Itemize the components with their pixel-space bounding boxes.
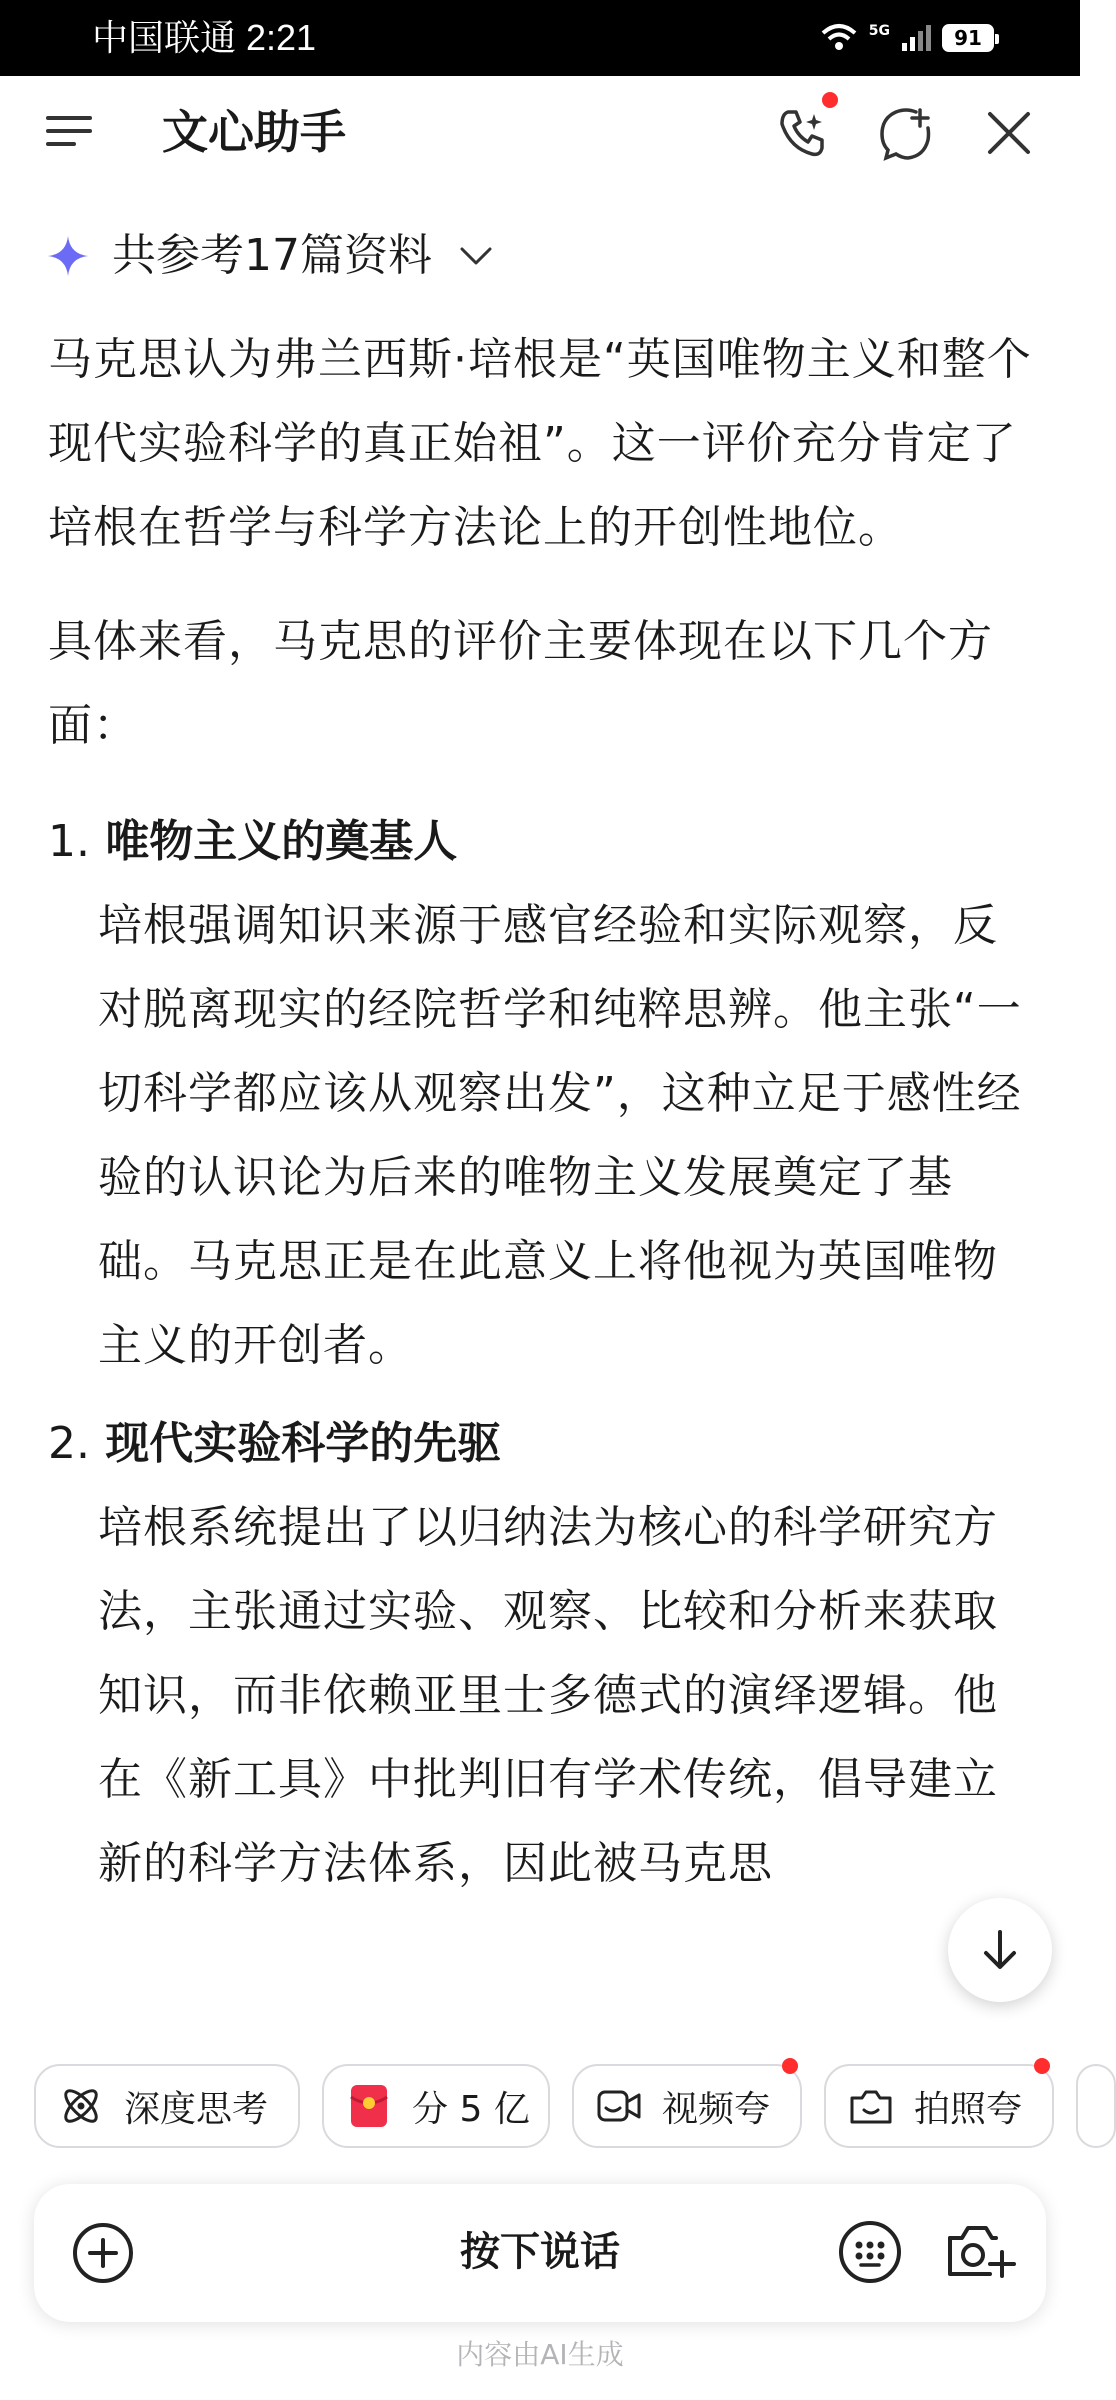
battery-level: 91 (954, 26, 982, 50)
arrow-down-icon (976, 1926, 1024, 1974)
menu-icon[interactable] (44, 106, 94, 156)
status-icons (819, 18, 994, 58)
chip-notification-dot (782, 2058, 798, 2074)
chip-label: 深度思考 (124, 2088, 269, 2130)
references-toggle[interactable] (48, 224, 1038, 288)
new-chat-icon[interactable] (876, 104, 934, 162)
chip-video-praise[interactable] (572, 2064, 802, 2148)
answer-content (48, 224, 1038, 1889)
keyboard-icon[interactable] (836, 2218, 904, 2286)
wifi-icon (819, 23, 859, 53)
video-icon (596, 2083, 642, 2129)
battery-icon (942, 24, 994, 52)
carrier-time: 中国联通 2:21 (92, 17, 317, 58)
status-bar (0, 0, 1080, 76)
answer-intro: 马克思认为弗兰西斯·培根是“英国唯物主义和整个现代实验科学的真正始祖”。这一评价充分肯定了培根在哲学与科学方法论上的开创性地位。 (48, 334, 1032, 553)
list-item-number: 2. (48, 1418, 90, 1469)
chip-label: 视频夸 (662, 2088, 771, 2130)
chip-label: 拍照夸 (914, 2088, 1023, 2130)
network-type: 5G (868, 23, 890, 39)
input-bar (34, 2184, 1046, 2322)
ai-disclaimer: 内容由AI生成 (456, 2338, 624, 2371)
sparkle-icon (48, 236, 88, 276)
phone-sparkle-icon (774, 104, 832, 162)
list-item (48, 1402, 1038, 1889)
chip-notification-dot (1034, 2058, 1050, 2074)
content-fade (0, 1985, 1080, 2030)
chip-more[interactable] (1076, 2064, 1116, 2148)
call-button[interactable] (770, 76, 840, 188)
list-item-body: 培根强调知识来源于感官经验和实际观察，反对脱离现实的经院哲学和纯粹思辨。他主张“一切科学都应该从观察出发”，这种立足于感性经验的认识论为后来的唯物主义发展奠定了基础。马克思正是在此意义上将他视为英国唯物主义的开创者。 (98, 900, 1022, 1371)
list-item-body: 培根系统提出了以归纳法为核心的科学研究方法，主张通过实验、观察、比较和分析来获取知识，而非依赖亚里士多德式的演绎逻辑。他在《新工具》中批判旧有学术传统，倡导建立新的科学方法体系，因此被马克思 (98, 1502, 998, 1889)
atom-icon (58, 2083, 104, 2129)
chip-share-reward[interactable] (322, 2064, 550, 2148)
chevron-down-icon (458, 238, 494, 274)
scroll-to-bottom-button[interactable] (948, 1898, 1052, 2002)
chip-label: 分 5 亿 (412, 2088, 530, 2130)
camera-plus-icon[interactable] (942, 2216, 1014, 2288)
list-item-heading: 唯物主义的奠基人 (105, 816, 458, 867)
quick-actions (0, 2030, 1080, 2160)
red-envelope-icon (346, 2083, 392, 2129)
chip-photo-praise[interactable] (824, 2064, 1054, 2148)
app-title: 文心助手 (162, 105, 346, 159)
list-item-number: 1. (48, 816, 90, 867)
signal-icon (900, 23, 932, 53)
close-icon[interactable] (980, 104, 1038, 162)
list-item-title (48, 1402, 1038, 1486)
list-item (48, 800, 1038, 1388)
references-label: 共参考17篇资料 (112, 230, 432, 281)
app-header (0, 76, 1080, 188)
list-item-heading: 现代实验科学的先驱 (105, 1418, 502, 1469)
chip-deep-think[interactable] (34, 2064, 300, 2148)
answer-list (48, 800, 1038, 1889)
list-item-title (48, 800, 1038, 884)
call-notification-dot (822, 92, 838, 108)
answer-lead: 具体来看，马克思的评价主要体现在以下几个方面： (48, 616, 993, 751)
hold-to-talk-button[interactable]: 按下说话 (460, 2229, 620, 2275)
camera-icon (848, 2083, 894, 2129)
